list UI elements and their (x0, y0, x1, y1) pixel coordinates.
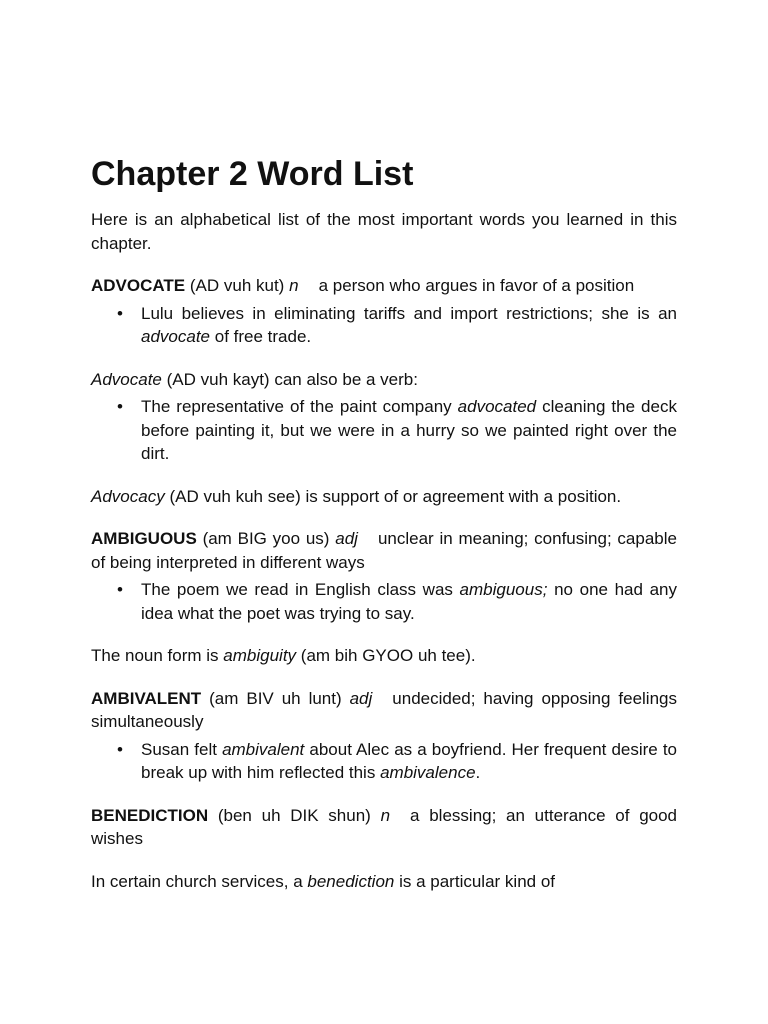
example-emphasis: advocate (141, 327, 210, 346)
note-text: (am bih GYOO uh tee). (300, 646, 476, 665)
note-ambiguity (91, 644, 677, 668)
example-text: . (475, 763, 481, 782)
page-title: Chapter 2 Word List (91, 155, 414, 193)
definition: unclear in meaning; confusing; capable of being interpreted in different ways (91, 529, 677, 572)
example-text: cleaning the deck before painting it, but we were in a hurry so we painted right over the dirt. (141, 397, 677, 463)
pronunciation: (am BIV uh lunt) (209, 688, 342, 708)
part-of-speech: adj (349, 688, 373, 708)
headword: BENEDICTION (91, 805, 209, 825)
example-text: Susan felt (141, 739, 217, 759)
entry-ambiguous (91, 527, 677, 574)
example-item (141, 302, 677, 349)
pronunciation: (AD vuh kut) (189, 276, 285, 295)
definition: undecided; having opposing feelings simultaneously (91, 688, 677, 731)
part-of-speech: n (289, 276, 299, 295)
example-text: The poem we read in English class was (141, 580, 453, 599)
note-text: The noun form is (91, 646, 219, 665)
note-text: (AD vuh kuh see) is support of or agreement with a position. (169, 486, 622, 506)
example-item (141, 395, 677, 466)
definition: a person who argues in favor of a position (318, 276, 635, 295)
intro-paragraph: Here is an alphabetical list of the most important words you learned in this chapter. (91, 210, 677, 253)
note-advocate-verb (91, 368, 677, 392)
document-body (91, 152, 677, 912)
headword: AMBIVALENT (91, 688, 202, 708)
note-emphasis: benediction (307, 871, 395, 891)
example-emphasis: advocated (457, 397, 537, 416)
pronunciation: (ben uh DIK shun) (217, 805, 371, 825)
example-emphasis: ambiguous; (459, 580, 548, 599)
example-emphasis: ambivalent (222, 739, 305, 759)
note-text: is a particular kind of (399, 871, 555, 891)
entry-ambivalent (91, 687, 677, 734)
example-text: about Alec as a boyfriend. Her frequent desire to break up with him reflected this (141, 739, 678, 782)
example-text: of free trade. (214, 327, 312, 346)
entry-advocate (91, 274, 677, 298)
example-list (91, 738, 677, 785)
headword: AMBIGUOUS (91, 529, 197, 548)
example-item (141, 738, 677, 785)
pronunciation: (am BIG yoo us) (202, 529, 330, 548)
definition: a blessing; an utterance of good wishes (91, 805, 678, 848)
note-text: In certain church services, a (91, 871, 303, 891)
example-text: Lulu believes in eliminating tariffs and import restrictions; she is an (141, 303, 677, 323)
note-text: (AD vuh kayt) can also be a verb: (166, 369, 418, 389)
note-benediction (91, 870, 677, 894)
headword: ADVOCATE (91, 276, 186, 295)
example-text: no one had any idea what the poet was trying to say. (141, 580, 678, 623)
example-item (141, 578, 677, 625)
example-list (91, 302, 677, 349)
example-emphasis: ambivalence (380, 763, 476, 782)
example-list (91, 578, 677, 625)
part-of-speech: n (380, 805, 391, 825)
part-of-speech: adj (335, 529, 358, 548)
note-emphasis: ambiguity (223, 646, 297, 665)
note-advocacy (91, 485, 677, 509)
entry-benediction (91, 804, 677, 851)
example-text: The representative of the paint company (141, 397, 452, 416)
note-emphasis: Advocacy (91, 486, 165, 506)
note-emphasis: Advocate (91, 369, 162, 389)
example-list (91, 395, 677, 466)
